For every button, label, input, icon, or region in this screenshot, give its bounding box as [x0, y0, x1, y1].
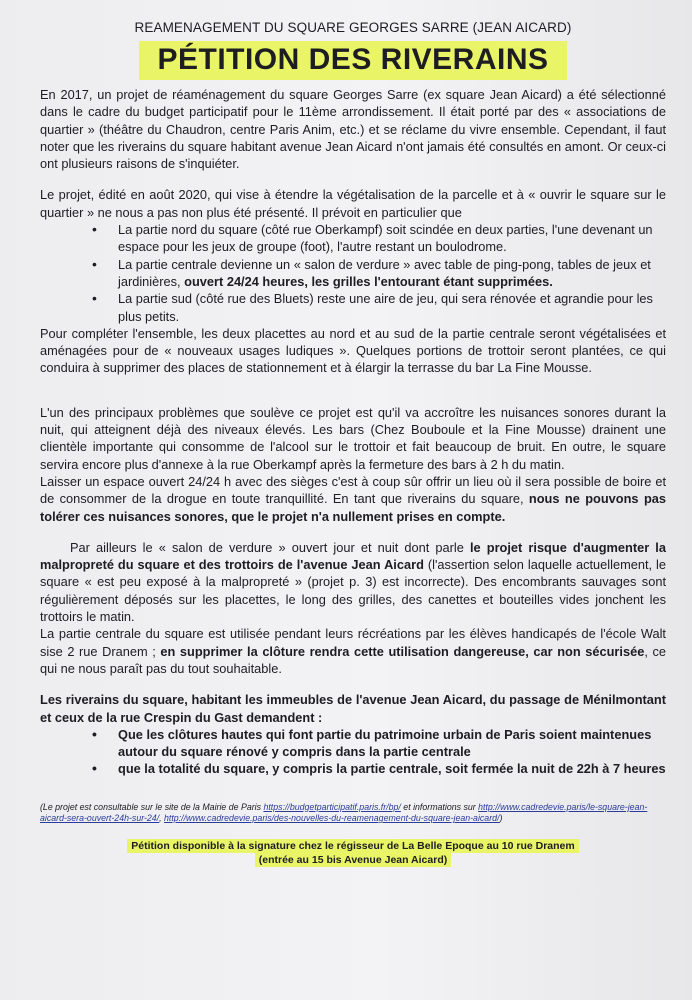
bullet-center-text: La partie centrale devienne un « salon de verdure » avec table de ping-pong, tables de jeux et jardinières, — [118, 256, 651, 289]
document-header: REAMENAGEMENT DU SQUARE GEORGES SARRE (JEAN AICARD) — [134, 20, 572, 35]
link-cadredevie-ouvert[interactable]: http://www.cadredevie.paris/le-square-jean-aicard-sera-ouvert-24h-sur-24/ — [40, 801, 648, 824]
paragraph-intro: En 2017, un projet de réaménagement du square Georges Sarre (ex square Jean Aicard) a été sélectionné dans le cadre du budget participatif pour le 11ème arrondissement. Il était porté par des « associations de quartier » (théâtre du Chaudron, centre Paris Anim, etc.) et se réclame du vivre ensemble. Cependant, il faut noter que les riverains du square habitant avenue Jean Aicard n'ont jamais été consultés en amont. Or ceux-ci ont plusieurs raisons de s'inquiéter. — [40, 87, 666, 172]
bullet-center — [118, 256, 666, 291]
signature-line-2: (entrée au 15 bis Avenue Jean Aicard) — [255, 853, 452, 867]
paragraph-noise: L'un des principaux problèmes que soulève ce projet est qu'il va accroître les nuisances sonores durant la nuit, qui atteignent déjà des niveaux élevés. Les bars (Chez Bouboule et la Fine Mousse) drainent une clientèle importante qui consomme de l'alcool sur le trottoir et fait beaucoup de bruit. En outre, le square servira encore plus d'annexe à la rue Oberkampf après la fermeture des bars à 2 h du matin. — [40, 404, 666, 472]
spacer — [40, 391, 666, 404]
paragraph-cleanliness — [40, 539, 666, 625]
paragraph-open-space — [40, 473, 666, 525]
school-text-b: , ce qui ne nous paraît pas du tout souhaitable. — [40, 643, 666, 676]
link-cadredevie-nouvelles[interactable]: http://www.cadredevie.paris/des-nouvelles-du-reamenagement-du-square-jean-aicard/ — [164, 813, 500, 824]
signature-line-1: Pétition disponible à la signature chez le régisseur de La Belle Epoque au 10 rue Dranem — [127, 839, 578, 853]
link-budget-participatif[interactable]: https://budgetparticipatif.paris.fr/bp/ — [263, 801, 401, 812]
demand-fences: • Que les clôtures hautes qui font partie du patrimoine urbain de Paris soient maintenues autour du square rénové y compris dans la partie centrale — [118, 726, 666, 761]
open-space-text: Laisser un espace ouvert 24/24 h avec des sièges c'est à coup sûr offrir un lieu où il sera possible de boire et de consommer de la drogue en toute tranquillité. En tant que riverains du square, — [40, 473, 666, 507]
cleanliness-text-a: Par ailleurs le « salon de verdure » ouvert jour et nuit dont parle — [70, 539, 470, 555]
school-text-a: La partie centrale du square est utilisée pendant leurs récréations par les élèves handicapés de l'école Walt sise 2 rue Dranem ; — [40, 626, 666, 659]
demands-list — [40, 726, 666, 778]
footnote-intro: (Le projet est consultable sur le site de la Mairie de Paris — [40, 801, 264, 812]
paragraph-project: Le projet, édité en août 2020, qui vise à étendre la végétalisation de la parcelle et à « ouvrir le square sur le quartier » ne nous a pas non plus été présenté. Il prévoit en particulier que — [40, 187, 666, 220]
demands-intro: Les riverains du square, habitant les immeubles de l'avenue Jean Aicard, du passage de Ménilmontant et ceux de la rue Crespin du Gast demandent : — [40, 692, 666, 725]
cleanliness-bold: le projet risque d'augmenter la malpropreté du square et des trottoirs de l'avenue Jean Aicard — [40, 539, 666, 573]
bullet-center-bold: ouvert 24/24 heures, les grilles l'entourant étant supprimées. — [184, 273, 553, 289]
school-bold: en supprimer la clôture rendra cette utilisation dangereuse, car non sécurisée — [160, 643, 645, 659]
cleanliness-text-b: (l'assertion selon laquelle actuellement, le square « est peu exposé à la malpropreté » (projet p. 3) est incorrecte). Des encombrants sauvages sont régulièrement déposés sur les placettes, le long des grilles, des canettes et bouteilles vides jonchent les trottoirs le matin. — [40, 557, 666, 625]
bullet-south: • La partie sud (côté rue des Bluets) reste une aire de jeu, qui sera rénovée et agrandie pour les plus petits. — [118, 290, 666, 325]
demand-night-closing: • que la totalité du square, y compris la partie centrale, soit fermée la nuit de 22h à 7 heures — [118, 760, 666, 777]
footnote-end: ) — [499, 813, 503, 824]
paragraph-school — [40, 625, 666, 677]
title-wrapper — [40, 41, 666, 80]
footnote: (Le projet est consultable sur le site de la Mairie de Paris https://budgetparticipatif.paris.fr/bp/ et informations sur http://www.cadredevie.paris/le-square-jean-aicard-sera-ouvert-24h-sur-24/, http://www.cadredevie.paris/des-nouvelles-du-reamenagement-du-square-jean-aicard/) — [40, 801, 648, 824]
document-title: PÉTITION DES RIVERAINS — [139, 41, 566, 80]
footnote-mid: et informations sur — [400, 801, 479, 812]
paragraph-completion: Pour compléter l'ensemble, les deux placettes au nord et au sud de la partie centrale seront végétalisées et aménagées pour de « nouveaux usages ludiques ». Quelques portions de trottoir seront plantées, ce qui conduira à supprimer des places de stationnement et à élargir la terrasse du bar La Fine Mousse. — [40, 325, 666, 376]
signature-notice — [123, 839, 583, 867]
bullet-north: • La partie nord du square (côté rue Oberkampf) soit scindée en deux parties, l'une devenant un espace pour les jeux de groupe (foot), l'autre restant un boulodrome. — [118, 221, 666, 256]
open-space-bold: nous ne pouvons pas tolérer ces nuisances sonores, que le projet n'a nullement prises en compte. — [40, 491, 666, 524]
project-bullet-list — [40, 221, 666, 325]
